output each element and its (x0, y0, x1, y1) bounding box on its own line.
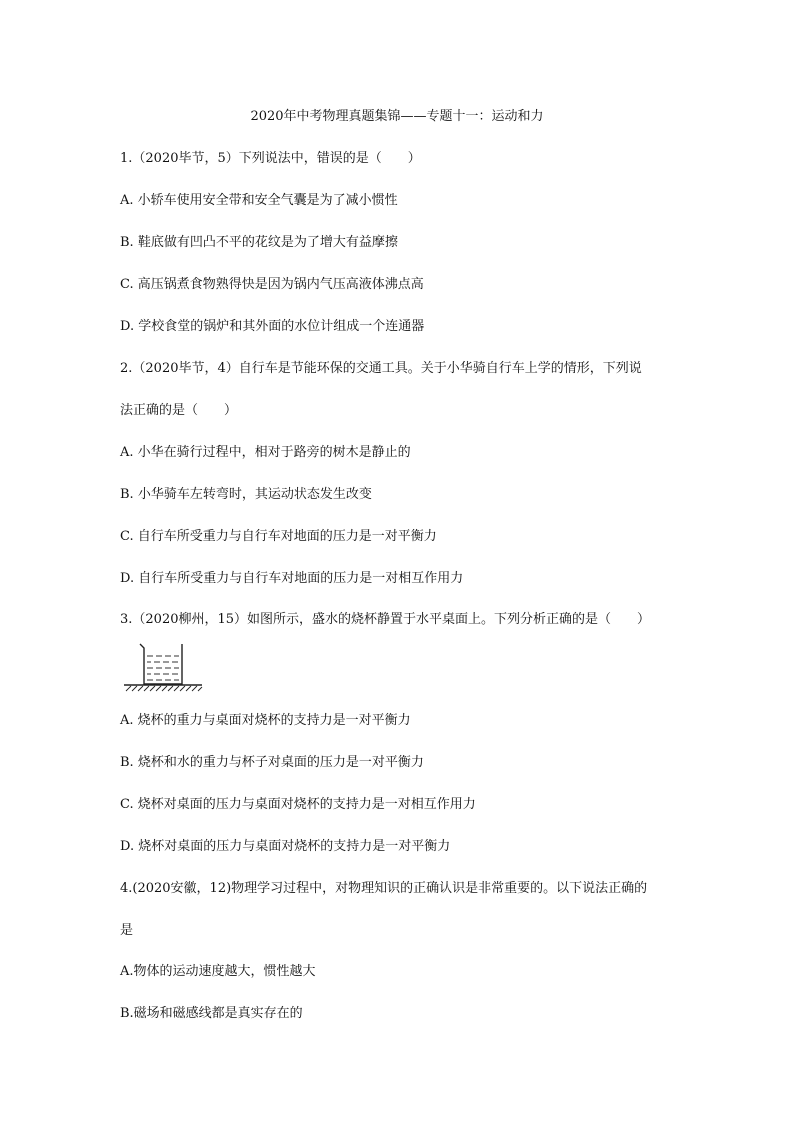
question-1-option-b: B. 鞋底做有凹凸不平的花纹是为了增大有益摩擦 (120, 235, 398, 250)
document-title: 2020年中考物理真题集锦——专题十一：运动和力 (250, 109, 544, 124)
question-3-option-c: C. 烧杯对桌面的压力与桌面对烧杯的支持力是一对相互作用力 (120, 797, 476, 812)
question-1-option-d: D. 学校食堂的锅炉和其外面的水位计组成一个连通器 (120, 319, 425, 334)
question-3-stem: 3.（2020柳州，15）如图所示，盛水的烧杯静置于水平桌面上。下列分析正确的是（ ） (120, 612, 651, 627)
question-4-stem-line-2: 是 (120, 923, 134, 938)
question-2-stem-line-2: 法正确的是（ ） (120, 403, 238, 418)
question-1-stem: 1.（2020毕节，5）下列说法中，错误的是（ ） (120, 151, 421, 166)
question-3-option-a: A. 烧杯的重力与桌面对烧杯的支持力是一对平衡力 (120, 713, 411, 728)
beaker-on-table-figure (120, 640, 204, 692)
question-1-option-a: A. 小轿车使用安全带和安全气囊是为了减小惯性 (120, 193, 398, 208)
question-4-option-b: B.磁场和磁感线都是真实存在的 (120, 1006, 303, 1021)
question-4-option-a: A.物体的运动速度越大，惯性越大 (120, 964, 316, 979)
question-3-option-d: D. 烧杯对桌面的压力与桌面对烧杯的支持力是一对平衡力 (120, 839, 451, 854)
question-2-option-b: B. 小华骑车左转弯时，其运动状态发生改变 (120, 487, 372, 502)
question-2-option-d: D. 自行车所受重力与自行车对地面的压力是一对相互作用力 (120, 571, 464, 586)
question-4-stem-line-1: 4.(2020安徽，12)物理学习过程中，对物理知识的正确认识是非常重要的。以下说法正确的 (120, 881, 648, 896)
question-1-option-c: C. 高压锅煮食物熟得快是因为锅内气压高液体沸点高 (120, 277, 424, 292)
table-hatching (126, 686, 202, 691)
water-lines (147, 656, 179, 680)
question-2-option-a: A. 小华在骑行过程中，相对于路旁的树木是静止的 (120, 445, 411, 460)
beaker-outline (140, 644, 182, 684)
question-3-option-b: B. 烧杯和水的重力与杯子对桌面的压力是一对平衡力 (120, 755, 424, 770)
question-2-stem-line-1: 2.（2020毕节，4）自行车是节能环保的交通工具。关于小华骑自行车上学的情形，下列说 (120, 361, 642, 376)
question-2-option-c: C. 自行车所受重力与自行车对地面的压力是一对平衡力 (120, 529, 437, 544)
